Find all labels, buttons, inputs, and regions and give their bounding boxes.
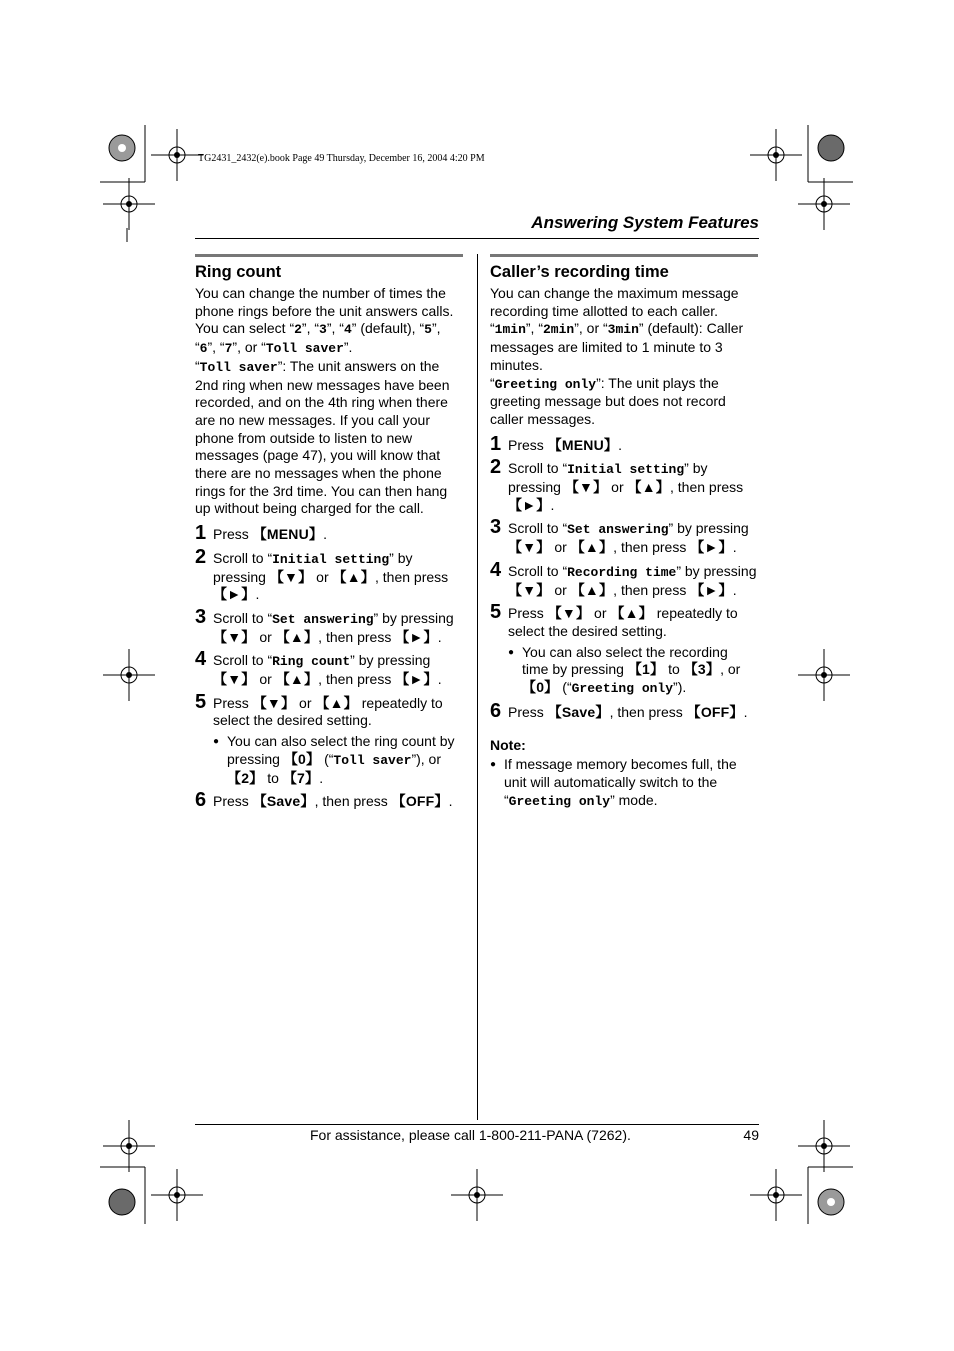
starburst-mark — [109, 1189, 135, 1215]
registration-mark — [451, 1169, 503, 1221]
registration-mark — [151, 1169, 203, 1221]
step-4: 4 Scroll to “Ring count” by pressing 【▼】 or 【▲】, then press 【►】. — [195, 648, 442, 688]
registration-mark — [798, 178, 850, 230]
registration-mark — [103, 178, 155, 230]
toll-saver-description: “Toll saver”: The unit answers on the 2nd ring when new messages have been recorded, and on the 4th ring when there are no new messages. If you call your phone from outside to listen to new messages (page 47), you will know that there are no messages when the phone rings for the 3rd time. You can then hang up without being charged for the call. — [195, 357, 450, 517]
section-title: Answering System Features — [531, 213, 759, 232]
step-4: 4 Scroll to “Recording time” by pressing 【▼】 or 【▲】, then press 【►】. — [490, 558, 757, 598]
page-number: 49 — [743, 1127, 759, 1143]
registration-mark — [798, 1120, 850, 1172]
greeting-only-description: “Greeting only”: The unit plays the greeting message but does not record caller messages. — [490, 374, 726, 427]
starburst-mark — [818, 135, 844, 161]
recording-time-options: “1min”, “2min”, or “3min” (default): Caller messages are limited to 1 minute to 3 minutes. — [490, 320, 744, 373]
footer-rule — [195, 1124, 759, 1125]
recording-time-steps — [490, 432, 758, 722]
column-bar — [195, 254, 463, 257]
step-2: 2 Scroll to “Initial setting” by pressing 【▼】 or 【▲】, then press 【►】. — [490, 456, 744, 513]
step-1: 1 Press 【MENU】. — [490, 432, 622, 455]
registration-mark — [151, 129, 203, 181]
step-5: 5 Press 【▼】 or 【▲】 repeatedly to select the desired setting. ● You can also select the ring count by pressing 【0】 (“Toll saver”), or 【2】 to 【7】. — [195, 695, 463, 788]
step-5-bullet: ● You can also select the ring count by pressing 【0】 (“Toll saver”), or 【2】 to 【7】. — [213, 733, 463, 787]
step-1: 1 Press 【MENU】. — [195, 522, 327, 545]
step-5: 5 Press 【▼】 or 【▲】 repeatedly to select the desired setting. ● You can also select the recording time by pressing 【1】 to 【3】, or 【0】 (“Greeting only”). — [490, 605, 758, 698]
registration-mark — [103, 1120, 155, 1172]
step-3: 3 Scroll to “Set answering” by pressing 【▼】 or 【▲】, then press 【►】. — [195, 605, 454, 645]
step-3: 3 Scroll to “Set answering” by pressing 【▼】 or 【▲】, then press 【►】. — [490, 516, 749, 556]
ring-count-steps — [195, 522, 463, 812]
note-item: ● If message memory becomes full, the unit will automatically switch to the “Greeting only” mode. — [490, 756, 758, 810]
header-rule — [195, 238, 759, 239]
column-divider — [477, 254, 478, 1120]
registration-mark — [103, 649, 155, 701]
recording-time-intro: You can change the maximum message recording time allotted to each caller. — [490, 285, 739, 319]
file-info: TG2431_2432(e).book Page 49 Thursday, December 16, 2004 4:20 PM — [198, 153, 485, 164]
step-2: 2 Scroll to “Initial setting” by pressing 【▼】 or 【▲】, then press 【►】. — [195, 545, 449, 603]
registration-mark — [798, 649, 850, 701]
ring-count-section — [195, 254, 463, 817]
registration-mark — [750, 1169, 802, 1221]
assistance-line: For assistance, please call 1-800-211-PANA (7262). — [310, 1127, 631, 1143]
note-heading: Note: — [490, 737, 526, 754]
step-6: 6 Press 【Save】, then press 【OFF】. — [195, 789, 453, 812]
column-bar — [490, 254, 758, 257]
ring-count-heading: Ring count — [195, 263, 282, 281]
step-5-bullet: ● You can also select the recording time by pressing 【1】 to 【3】, or 【0】 (“Greeting only”). — [508, 644, 758, 698]
ring-count-intro: You can change the number of times the phone rings before the unit answers calls. You can select “2”, “3”, “4” (default), “5”, “6”, “7”, or “Toll saver”. — [195, 285, 454, 357]
registration-mark — [750, 129, 802, 181]
recording-time-heading: Caller’s recording time — [490, 263, 669, 281]
recording-time-section — [490, 254, 758, 811]
step-6: 6 Press 【Save】, then press 【OFF】. — [490, 699, 748, 722]
